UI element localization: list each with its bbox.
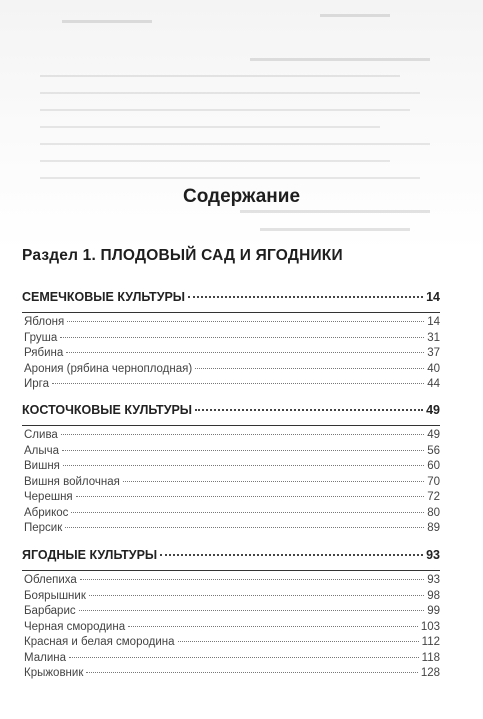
toc-entry[interactable] <box>22 429 440 445</box>
toc-entry[interactable] <box>22 667 440 683</box>
entry-label: Персик <box>24 522 63 534</box>
entry-label: Яблоня <box>24 316 65 328</box>
toc-entry[interactable] <box>22 590 440 606</box>
entry-page: 49 <box>427 429 440 441</box>
entry-page: 93 <box>427 574 440 586</box>
dot-leader <box>66 351 424 353</box>
entry-page: 99 <box>427 605 440 617</box>
section-page: 14 <box>426 290 440 304</box>
toc-entry[interactable] <box>22 574 440 590</box>
dot-leader <box>67 320 424 322</box>
toc-entry[interactable] <box>22 378 440 394</box>
toc-entry[interactable] <box>22 445 440 461</box>
dot-leader <box>76 495 425 497</box>
dot-leader <box>123 480 424 482</box>
entry-page: 80 <box>427 506 440 519</box>
toc-section-pome <box>22 290 440 394</box>
toc-entry[interactable] <box>22 316 440 332</box>
dot-leader <box>71 511 424 513</box>
dot-leader <box>63 464 424 466</box>
entry-label: Крыжовник <box>24 667 84 679</box>
entry-label: Вишня <box>24 460 60 472</box>
dot-leader <box>86 671 417 673</box>
dot-leader <box>195 367 424 369</box>
entry-page: 103 <box>420 620 440 633</box>
toc-entry[interactable] <box>22 460 440 476</box>
toc-entry[interactable] <box>22 347 440 363</box>
dot-leader <box>80 578 424 580</box>
dot-leader <box>160 553 423 556</box>
toc-entry[interactable] <box>22 476 440 492</box>
entry-label: Барбарис <box>24 605 76 617</box>
toc-entry[interactable] <box>22 605 440 621</box>
entry-page: 31 <box>427 331 440 344</box>
toc-entry[interactable] <box>22 507 440 523</box>
section-title: ЯГОДНЫЕ КУЛЬТУРЫ <box>22 548 158 562</box>
toc-entry[interactable] <box>22 332 440 348</box>
dot-leader <box>69 656 419 658</box>
section-title: КОСТОЧКОВЫЕ КУЛЬТУРЫ <box>22 403 193 417</box>
toc-entry[interactable] <box>22 363 440 379</box>
dot-leader <box>128 625 418 627</box>
dot-leader <box>195 408 423 411</box>
toc-entry[interactable] <box>22 491 440 507</box>
entry-label: Рябина <box>24 347 64 359</box>
section-page: 93 <box>426 548 440 562</box>
entry-label: Черешня <box>24 491 73 503</box>
dot-leader <box>188 295 423 298</box>
toc-section-heading[interactable] <box>22 290 440 313</box>
entry-label: Алыча <box>24 444 60 457</box>
part-title: Раздел 1. ПЛОДОВЫЙ САД И ЯГОДНИКИ <box>22 247 343 264</box>
toc-entry[interactable] <box>22 652 440 668</box>
entry-label: Малина <box>24 651 66 664</box>
entry-page: 37 <box>427 347 440 359</box>
entry-page: 56 <box>427 444 440 457</box>
entry-label: Облепиха <box>24 574 77 586</box>
section-page: 49 <box>426 403 440 417</box>
dot-leader <box>178 640 419 642</box>
entry-label: Ирга <box>24 378 49 390</box>
entry-page: 128 <box>420 667 440 679</box>
entry-page: 14 <box>427 316 440 328</box>
entry-label: Боярышник <box>24 589 86 602</box>
toc-section-heading[interactable] <box>22 548 440 571</box>
entry-label: Слива <box>24 429 58 441</box>
dot-leader <box>65 526 424 528</box>
toc-entry[interactable] <box>22 522 440 538</box>
page-title: Содержание <box>182 186 301 207</box>
entry-label: Черная смородина <box>24 620 126 633</box>
dot-leader <box>52 382 424 384</box>
toc-entry[interactable] <box>22 636 440 652</box>
entry-page: 60 <box>427 460 440 472</box>
entry-page: 98 <box>427 589 440 602</box>
entry-label: Груша <box>24 331 58 344</box>
entry-label: Арония (рябина черноплодная) <box>24 362 193 375</box>
entry-label: Вишня войлочная <box>24 475 120 488</box>
toc-section-berries <box>22 548 440 683</box>
dot-leader <box>60 336 424 338</box>
section-title: СЕМЕЧКОВЫЕ КУЛЬТУРЫ <box>22 290 186 304</box>
entry-page: 40 <box>427 362 440 375</box>
dot-leader <box>79 609 425 611</box>
entry-label: Красная и белая смородина <box>24 636 175 648</box>
toc-entry[interactable] <box>22 621 440 637</box>
dot-leader <box>61 433 424 435</box>
dot-leader <box>89 594 424 596</box>
entry-page: 70 <box>427 475 440 488</box>
entry-label: Абрикос <box>24 506 69 519</box>
entry-page: 72 <box>427 491 440 503</box>
entry-page: 89 <box>427 522 440 534</box>
entry-page: 118 <box>421 651 440 664</box>
toc-section-heading[interactable] <box>22 403 440 426</box>
entry-page: 112 <box>421 636 440 648</box>
dot-leader <box>62 449 424 451</box>
entry-page: 44 <box>427 378 440 390</box>
toc-section-stone-fruit <box>22 403 440 538</box>
